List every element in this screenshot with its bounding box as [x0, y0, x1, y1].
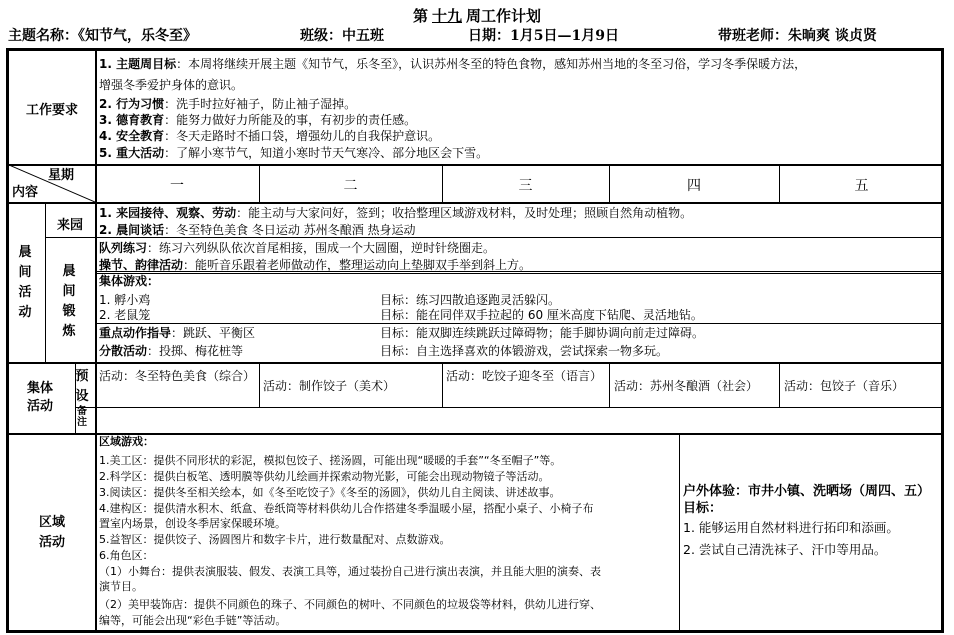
group-act-fri: 活动：包饺子（音乐） [784, 379, 905, 393]
day-tue: 二 [343, 178, 358, 194]
arrival-line-2: 2. 晨间谈话：冬至特色美食 冬日运动 苏州冬酿酒 热身运动 [99, 223, 416, 237]
area-building: 4.建构区：提供清水积木、纸盒、卷纸筒等材料供幼儿合作搭建冬季温暖小屋，搭配小桌子、小椅子布 [99, 502, 594, 515]
key-movement: 重点动作指导：跳跃、平衡区 [99, 326, 256, 340]
work-line-4: 4. 安全教育：冬天走路时不插口袋，增强幼儿的自我保护意识。 [99, 129, 441, 143]
day-mon: 一 [170, 178, 184, 194]
morning-label: 晨 间 活 动 [18, 245, 32, 320]
group-act-mon: 活动：冬至特色美食（综合） [99, 369, 256, 383]
area-role: 6.角色区： [99, 549, 154, 562]
day-fri: 五 [854, 178, 869, 194]
work-line-5: 5. 重大活动：了解小寒节气，知道小寒时节天气寒冷、部分地区会下雪。 [99, 146, 489, 160]
week-number: 十九 [431, 7, 462, 25]
game-2-goal: 目标：能在同伴双手拉起的 60 厘米高度下钻爬、灵活地钻。 [380, 308, 703, 322]
group-activity-label: 集体 活动 [26, 381, 53, 414]
game-2: 2. 老鼠笼 [99, 308, 151, 322]
work-line-3: 3. 德育教育：能努力做好力所能及的事，有初步的责任感。 [99, 113, 417, 127]
key-movement-goal: 目标：能双脚连续跳跃过障碍物；能手脚协调向前走过障碍。 [380, 326, 705, 340]
arrival-line-1: 1. 来园接待、观察、劳动：能主动与大家问好，签到；收拾整理区域游戏材料，及时处理；照顾自然角动植物。 [99, 206, 693, 220]
class-name: 班级：中五班 [300, 28, 384, 44]
day-wed: 三 [518, 178, 533, 194]
arrival-label: 来园 [56, 218, 83, 233]
work-line-1b: 增强冬季爱护身体的意识。 [99, 78, 244, 92]
work-label: 工作要求 [25, 103, 78, 118]
theme-name: 主题名称：《知节气，乐冬至》 [8, 28, 197, 44]
area-activity-label: 区域 活动 [38, 515, 65, 550]
outdoor-goal-label: 目标： [683, 501, 723, 516]
work-line-2: 2. 行为习惯：洗手时拉好袖子，防止袖子湿掉。 [99, 97, 357, 111]
area-nail-shop: （2）美甲装饰店：提供不同颜色的珠子、不同颜色的树叶、不同颜色的垃圾袋等材料，供幼儿进行穿、 [99, 598, 601, 611]
area-stage-cont: 演节目。 [99, 580, 143, 593]
page-title [0, 6, 954, 26]
preset-label: 预 设 [75, 369, 89, 404]
area-puzzle: 5.益智区：提供饺子、汤圆图片和数字卡片，进行数量配对、点数游戏。 [99, 533, 451, 546]
title-suffix: 周工作计划 [466, 7, 542, 25]
outdoor-goal-1: 1. 能够运用自然材料进行拓印和添画。 [683, 520, 899, 535]
day-thu: 四 [687, 178, 701, 194]
work-line-1: 1. 主题周目标：本周将继续开展主题《知节气，乐冬至》，认识苏州冬至的特色食物，感知苏州当地的冬至习俗，学习冬季保暖方法， [99, 57, 807, 71]
group-act-tue: 活动：制作饺子（美术） [263, 379, 396, 393]
note-label: 备 注 [77, 406, 87, 428]
teachers: 带班老师：朱晌爽 谈贞贤 [718, 28, 877, 44]
title-prefix: 第 [412, 7, 428, 25]
date-range: 日期：1月5日—1月9日 [468, 28, 619, 44]
rhythm-activity: 操节、韵律活动：能听音乐跟着老师做动作，整理运动向上垫脚双手举到斜上方。 [99, 258, 532, 272]
outdoor-title: 户外体验：市井小镇、洗晒场（周四、五） [683, 484, 931, 499]
area-games-title: 区域游戏： [99, 435, 154, 448]
scatter-activity: 分散活动：投掷、梅花桩等 [99, 344, 244, 358]
group-act-wed: 活动：吃饺子迎冬至（语言） [446, 369, 603, 383]
queue-practice: 队列练习：练习六列纵队依次首尾相接，围成一个大圆圈，逆时针绕圈走。 [99, 241, 496, 255]
weekday-label: 星期 [48, 168, 75, 183]
area-science: 2.科学区：提供白板笔、透明膜等供幼儿绘画并探索动物光影，可能会出现动物镜子等活动。 [99, 470, 550, 483]
group-game-title: 集体游戏： [99, 274, 160, 288]
game-1: 1. 孵小鸡 [99, 293, 151, 307]
area-art: 1.美工区：提供不同形状的彩泥，模拟包饺子、搓汤圆，可能出现“暖暖的手套”“冬至帽子”等。 [99, 454, 562, 467]
area-reading: 3.阅读区：提供冬至相关绘本，如《冬至吃饺子》《冬至的汤圆》，供幼儿自主阅读、讲述故事。 [99, 486, 561, 499]
area-stage: （1）小舞台：提供表演服装、假发、表演工具等，通过装扮自己进行演出表演，并且能大胆的演奏、表 [99, 565, 601, 578]
game-1-goal: 目标：练习四散追逐跑灵活躲闪。 [380, 293, 561, 307]
outdoor-goal-2: 2. 尝试自己清洗袜子、汗巾等用品。 [683, 542, 887, 557]
group-act-thu: 活动：苏州冬酿酒（社会） [614, 379, 759, 393]
area-building-cont: 置室内场景，创设冬季居家保暖环境。 [99, 517, 286, 530]
exercise-label: 晨 间 锻 炼 [62, 264, 76, 339]
content-label: 内容 [12, 185, 39, 200]
scatter-goal: 目标：自主选择喜欢的体锻游戏，尝试探索一物多玩。 [380, 344, 669, 358]
area-nail-shop-cont: 编等，可能会出现“彩色手链”等活动。 [99, 614, 287, 627]
